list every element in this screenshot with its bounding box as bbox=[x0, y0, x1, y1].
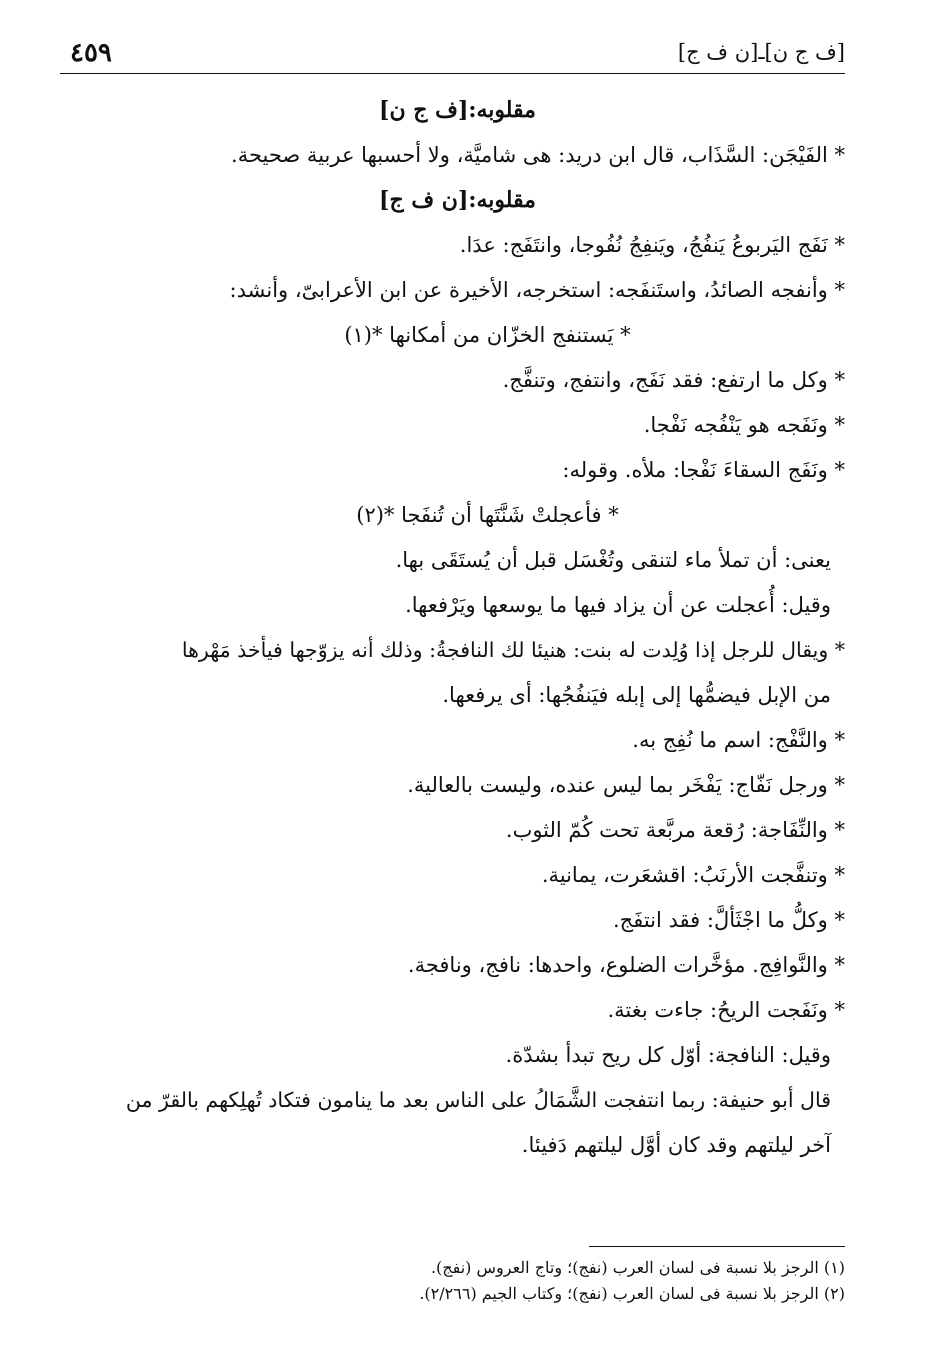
entry-line: من الإبل فيضمُّها إلى إبله فيَنفُجُها: أى يرفعها. bbox=[442, 683, 831, 707]
verse-line: * فأعجلتْ شَنَّتَها أن تُنفَجا *(٢) bbox=[356, 503, 619, 527]
running-title: [ف ج ن]ـ[ن ف ج] bbox=[677, 40, 845, 64]
page-header bbox=[60, 34, 845, 74]
entry-line: * ورجل نَفّاج: يَفْخَر بما ليس عنده، وليست بالعالية. bbox=[407, 773, 845, 797]
entry-line: * ونَفَجه هو يَنْفُجه نَفْجا. bbox=[643, 413, 845, 437]
section-heading: مقلوبه:[ف ج ن] bbox=[379, 97, 536, 123]
entry-line: * ونَفَج السقاءَ نَفْجا: ملأه. وقوله: bbox=[562, 458, 845, 482]
footnote: (٢) الرجز بلا نسبة فى لسان العرب (نفج)؛ وكتاب الجيم (٢/٢٦٦). bbox=[419, 1284, 845, 1303]
section-heading: مقلوبه:[ن ف ج] bbox=[379, 187, 536, 213]
header-rule bbox=[60, 73, 845, 74]
page-number: ٤٥٩ bbox=[70, 38, 112, 68]
entry-line: قال أبو حنيفة: ربما انتفجت الشَّمَالُ على الناس بعد ما ينامون فتكاد تُهلِكهم بالقرّ من bbox=[125, 1088, 831, 1112]
entry-line: وقيل: أُعجلت عن أن يزاد فيها ما يوسعها ويَرْفعها. bbox=[405, 593, 831, 617]
entry-line: * والنَّفْج: اسم ما نُفِج به. bbox=[632, 728, 845, 752]
entry-line: * نَفَج اليَربوعُ يَنفُجُ، ويَنفِجُ نُفُوجا، وانتَفَج: عدَا. bbox=[459, 233, 845, 257]
entry-line: * وكلُّ ما اجْثَألَّ: فقد انتفَج. bbox=[612, 908, 845, 932]
footnote-rule bbox=[589, 1246, 845, 1255]
entry-line: * وتنفَّجت الأرنَبُ: اقشعَرت، يمانية. bbox=[541, 863, 845, 887]
verse-line: * يَستنفج الخزّان من أمكانها *(١) bbox=[344, 323, 631, 347]
footnotes bbox=[70, 1246, 845, 1307]
entry-line: يعنى: أن تملأ ماء لتنقى وتُغْسَل قبل أن يُستَقَى بها. bbox=[395, 548, 831, 572]
entry-line: وقيل: النافجة: أوّل كل ريح تبدأ بشدّة. bbox=[505, 1043, 831, 1067]
entry-line: * وأنفجه الصائدُ، واستَنفَجه: استخرجه، الأخيرة عن ابن الأعرابىّ، وأنشد: bbox=[229, 278, 845, 302]
entry-line: * الفَيْجَن: السَّذَاب، قال ابن دريد: هى شاميَّة، ولا أحسبها عربية صحيحة. bbox=[231, 143, 845, 167]
entry-line: * ويقال للرجل إذا وُلِدت له بنت: هنيئا لك النافجةُ: وذلك أنه يزوّجها فيأخذ مَهْرها bbox=[181, 638, 845, 662]
page-body bbox=[70, 88, 845, 1168]
entry-line: آخر ليلتهم وقد كان أوَّل ليلتهم دَفيئا. bbox=[521, 1133, 831, 1157]
entry-line: * والنَّوافِج. مؤخَّرات الضلوع، واحدها: نافج، ونافجة. bbox=[407, 953, 845, 977]
entry-line: * والنِّفَاجة: رُقعة مربَّعة تحت كُمّ الثوب. bbox=[505, 818, 845, 842]
entry-line: * ونَفَجت الريحُ: جاءت بغتة. bbox=[607, 998, 845, 1022]
entry-line: * وكل ما ارتفع: فقد نَفَج، وانتفج، وتنفَّج. bbox=[502, 368, 845, 392]
footnote: (١) الرجز بلا نسبة فى لسان العرب (نفج)؛ وتاج العروس (نفج). bbox=[430, 1258, 845, 1277]
